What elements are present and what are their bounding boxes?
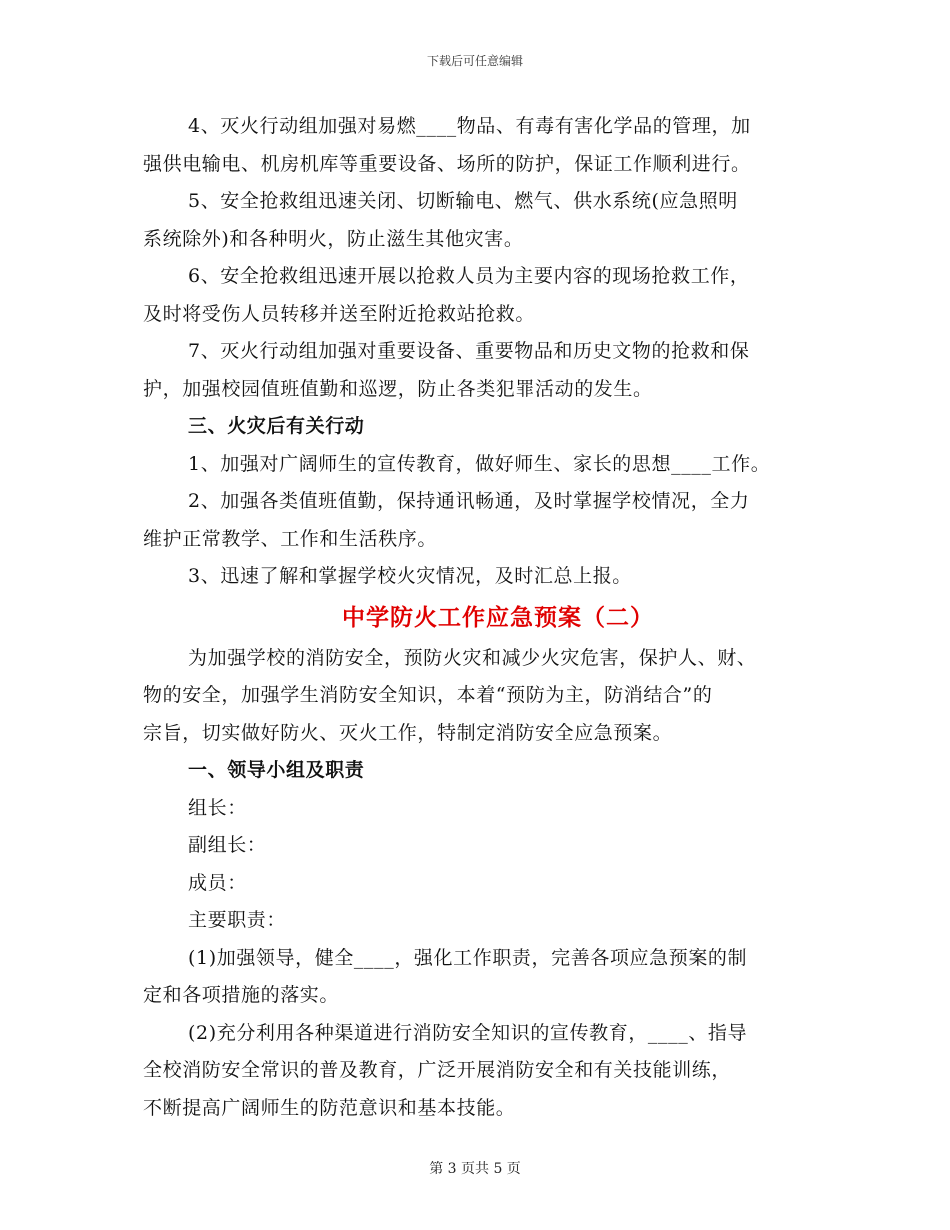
role-leader: 组长： — [188, 796, 247, 819]
intro-paragraph — [143, 640, 813, 753]
paragraph-line: 不断提高广阔师生的防范意识和基本技能。 — [143, 1096, 516, 1119]
paragraph-line: 系统除外)和各种明火，防止滋生其他灾害。 — [143, 227, 524, 250]
paragraph-item-6 — [143, 258, 813, 333]
duty-item-1 — [143, 940, 813, 1015]
role-members: 成员： — [188, 871, 247, 894]
paragraph-line: 5、安全抢救组迅速关闭、切断输电、燃气、供水系统(应急照明 — [188, 190, 738, 212]
paragraph-line: 7、灭火行动组加强对重要设备、重要物品和历史文物的抢救和保 — [188, 340, 750, 362]
paragraph-item-7 — [143, 333, 813, 408]
section-heading-after-fire: 三、火灾后有关行动 — [188, 415, 365, 437]
paragraph-line: 2、加强各类值班值勤，保持通讯畅通，及时掌握学校情况，全力 — [188, 490, 750, 512]
paragraph-line: 3、迅速了解和掌握学校火灾情况，及时汇总上报。 — [188, 565, 632, 587]
paragraph-line: 维护正常教学、工作和生活秩序。 — [143, 527, 438, 550]
paragraph-line: 为加强学校的消防安全，预防火灾和减少火灾危害，保护人、财、 — [188, 646, 757, 669]
paragraph-line: (2)充分利用各种渠道进行消防安全知识的宣传教育，____、指导 — [188, 1021, 748, 1044]
duties-label: 主要职责： — [188, 909, 287, 931]
role-deputy: 副组长： — [188, 834, 267, 856]
duty-item-2 — [143, 1015, 813, 1128]
paragraph-line: 1、加强对广阔师生的宣传教育，做好师生、家长的思想____工作。 — [188, 452, 771, 475]
paragraph-line: 强供电输电、机房机库等重要设备、场所的防护，保证工作顺利进行。 — [143, 152, 751, 175]
after-fire-item-2 — [143, 483, 813, 558]
paragraph-line: 物的安全，加强学生消防安全知识，本着“预防为主，防消结合”的 — [143, 684, 713, 706]
paragraph-line: 护，加强校园值班值勤和巡逻，防止各类犯罪活动的发生。 — [143, 377, 653, 400]
paragraph-line: 宗旨，切实做好防火、灭火工作，特制定消防安全应急预案。 — [143, 721, 673, 744]
paragraph-item-4 — [143, 108, 813, 183]
paragraph-line: 定和各项措施的落实。 — [143, 984, 340, 1006]
page-number: 第 3 页共 5 页 — [429, 1161, 521, 1177]
paragraph-line: 及时将受伤人员转移并送至附近抢救站抢救。 — [143, 302, 536, 325]
after-fire-item-3 — [143, 558, 813, 596]
paragraph-line: (1)加强领导，健全____，强化工作职责，完善各项应急预案的制 — [188, 946, 748, 969]
header-note: 下载后可任意编辑 — [426, 54, 523, 68]
paragraph-line: 全校消防安全常识的普及教育，广泛开展消防安全和有关技能训练， — [143, 1059, 732, 1081]
document-body — [143, 108, 813, 1127]
document-title: 中学防火工作应急预案（二） — [342, 604, 654, 631]
after-fire-item-1 — [143, 446, 813, 484]
section-heading-leadership: 一、领导小组及职责 — [188, 759, 365, 781]
paragraph-line: 6、安全抢救组迅速开展以抢救人员为主要内容的现场抢救工作， — [188, 265, 750, 287]
paragraph-item-5 — [143, 183, 813, 258]
paragraph-line: 4、灭火行动组加强对易燃____物品、有毒有害化学品的管理，加 — [188, 115, 751, 137]
